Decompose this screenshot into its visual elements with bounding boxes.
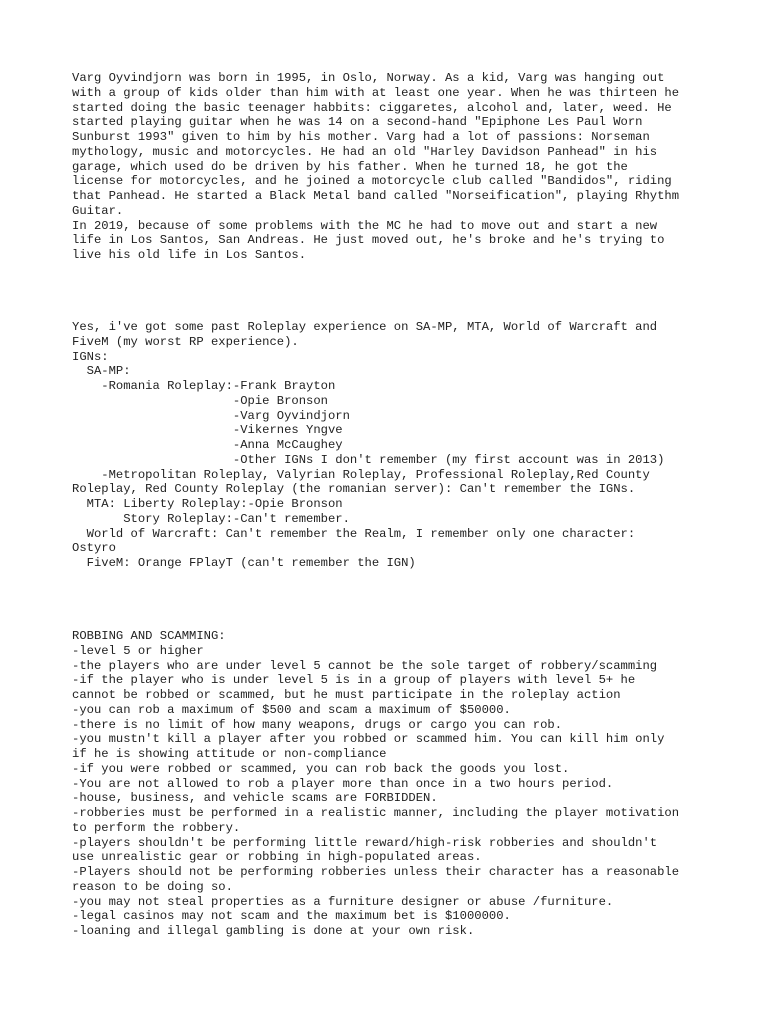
rules-text-line: -level 5 or higher bbox=[72, 643, 204, 658]
document-page bbox=[72, 71, 712, 938]
roleplay-experience-section bbox=[72, 320, 664, 571]
rules-text-line: -if you were robbed or scammed, you can rob back the goods you lost. bbox=[72, 761, 570, 776]
rules-text-line: -if the player who is under level 5 is in a group of players with level 5+ he bbox=[72, 673, 636, 688]
experience-text-line: -Romania Roleplay:-Frank Brayton bbox=[72, 379, 336, 393]
rules-text-line: -you can rob a maximum of $500 and scam a maximum of $50000. bbox=[72, 702, 511, 717]
experience-text-line: Ostyro bbox=[72, 541, 116, 556]
experience-text-line: IGNs: bbox=[72, 349, 109, 364]
bio-text-line: Guitar. bbox=[72, 203, 124, 218]
experience-text-line: FiveM (my worst RP experience). bbox=[72, 334, 299, 349]
robbing-scamming-rules-section bbox=[72, 629, 679, 939]
rules-text-line: -You are not allowed to rob a player more than once in a two hours period. bbox=[72, 776, 614, 791]
experience-text-line: MTA: Liberty Roleplay:-Opie Bronson bbox=[72, 497, 343, 511]
bio-text-line: started doing the basic teenager habbits: ciggaretes, alcohol and, later, weed. He bbox=[72, 100, 672, 115]
bio-text-line: Varg Oyvindjorn was born in 1995, in Oslo, Norway. As a kid, Varg was hanging out bbox=[72, 71, 665, 85]
bio-text-line: live his old life in Los Santos. bbox=[72, 248, 307, 262]
experience-text-line: FiveM: Orange FPlayT (can't remember the IGN) bbox=[72, 556, 416, 570]
character-backstory-section bbox=[72, 71, 679, 263]
bio-text-line: with a group of kids older than him with at least one year. When he was thirteen he bbox=[72, 85, 680, 100]
rules-text-line: cannot be robbed or scammed, but he must participate in the roleplay action bbox=[72, 688, 621, 702]
rules-text-line: -legal casinos may not scam and the maximum bet is $1000000. bbox=[72, 909, 511, 924]
experience-text-line: -Metropolitan Roleplay, Valyrian Roleplay, Professional Roleplay,Red County bbox=[72, 467, 650, 482]
rules-text-line: reason to be doing so. bbox=[72, 879, 233, 894]
experience-text-line: SA-MP: bbox=[72, 364, 131, 379]
experience-text-line: Story Roleplay:-Can't remember. bbox=[72, 511, 350, 526]
rules-text-line: -Players should not be performing robberies unless their character has a reasonable bbox=[72, 865, 680, 879]
bio-text-line: mythology, music and motorcycles. He had an old "Harley Davidson Panhead" in his bbox=[72, 144, 658, 159]
rules-text-line: use unrealistic gear or robbing in high-populated areas. bbox=[72, 850, 482, 865]
rules-text-line: -robberies must be performed in a realistic manner, including the player motivation bbox=[72, 806, 680, 820]
experience-text-line: -Other IGNs I don't remember (my first account was in 2013) bbox=[72, 452, 665, 467]
bio-text-line: license for motorcycles, and he joined a motorcycle club called "Bandidos", riding bbox=[72, 174, 672, 189]
experience-text-line: Roleplay, Red County Roleplay (the romanian server): Can't remember the IGNs. bbox=[72, 482, 636, 497]
bio-text-line: that Panhead. He started a Black Metal band called "Norseification", playing Rhythm bbox=[72, 189, 680, 203]
rules-text-line: -house, business, and vehicle scams are FORBIDDEN. bbox=[72, 791, 438, 806]
experience-text-line: -Vikernes Yngve bbox=[72, 423, 343, 438]
bio-text-line: started playing guitar when he was 14 on a second-hand "Epiphone Les Paul Worn bbox=[72, 115, 643, 130]
experience-text-line: -Varg Oyvindjorn bbox=[72, 408, 350, 423]
experience-text-line: -Anna McCaughey bbox=[72, 438, 343, 452]
experience-text-line: Yes, i've got some past Roleplay experience on SA-MP, MTA, World of Warcraft and bbox=[72, 320, 658, 334]
bio-text-line: life in Los Santos, San Andreas. He just moved out, he's broke and he's trying to bbox=[72, 233, 665, 248]
bio-text-line: In 2019, because of some problems with the MC he had to move out and start a new bbox=[72, 218, 658, 233]
rules-text-line: -players shouldn't be performing little reward/high-risk robberies and shouldn't bbox=[72, 835, 658, 850]
rules-text-line: -you mustn't kill a player after you robbed or scammed him. You can kill him only bbox=[72, 732, 665, 747]
bio-text-line: Sunburst 1993" given to him by his mother. Varg had a lot of passions: Norseman bbox=[72, 130, 650, 144]
rules-text-line: to perform the robbery. bbox=[72, 820, 241, 835]
experience-text-line: World of Warcraft: Can't remember the Realm, I remember only one character: bbox=[72, 526, 636, 541]
rules-text-line: ROBBING AND SCAMMING: bbox=[72, 629, 226, 643]
rules-text-line: -you may not steal properties as a furniture designer or abuse /furniture. bbox=[72, 894, 614, 909]
bio-text-line: garage, which used do be driven by his father. When he turned 18, he got the bbox=[72, 159, 628, 174]
rules-text-line: -there is no limit of how many weapons, drugs or cargo you can rob. bbox=[72, 717, 563, 732]
rules-text-line: -the players who are under level 5 cannot be the sole target of robbery/scamming bbox=[72, 658, 658, 673]
rules-text-line: -loaning and illegal gambling is done at your own risk. bbox=[72, 924, 475, 938]
experience-text-line: -Opie Bronson bbox=[72, 393, 328, 408]
rules-text-line: if he is showing attitude or non-compliance bbox=[72, 747, 387, 761]
